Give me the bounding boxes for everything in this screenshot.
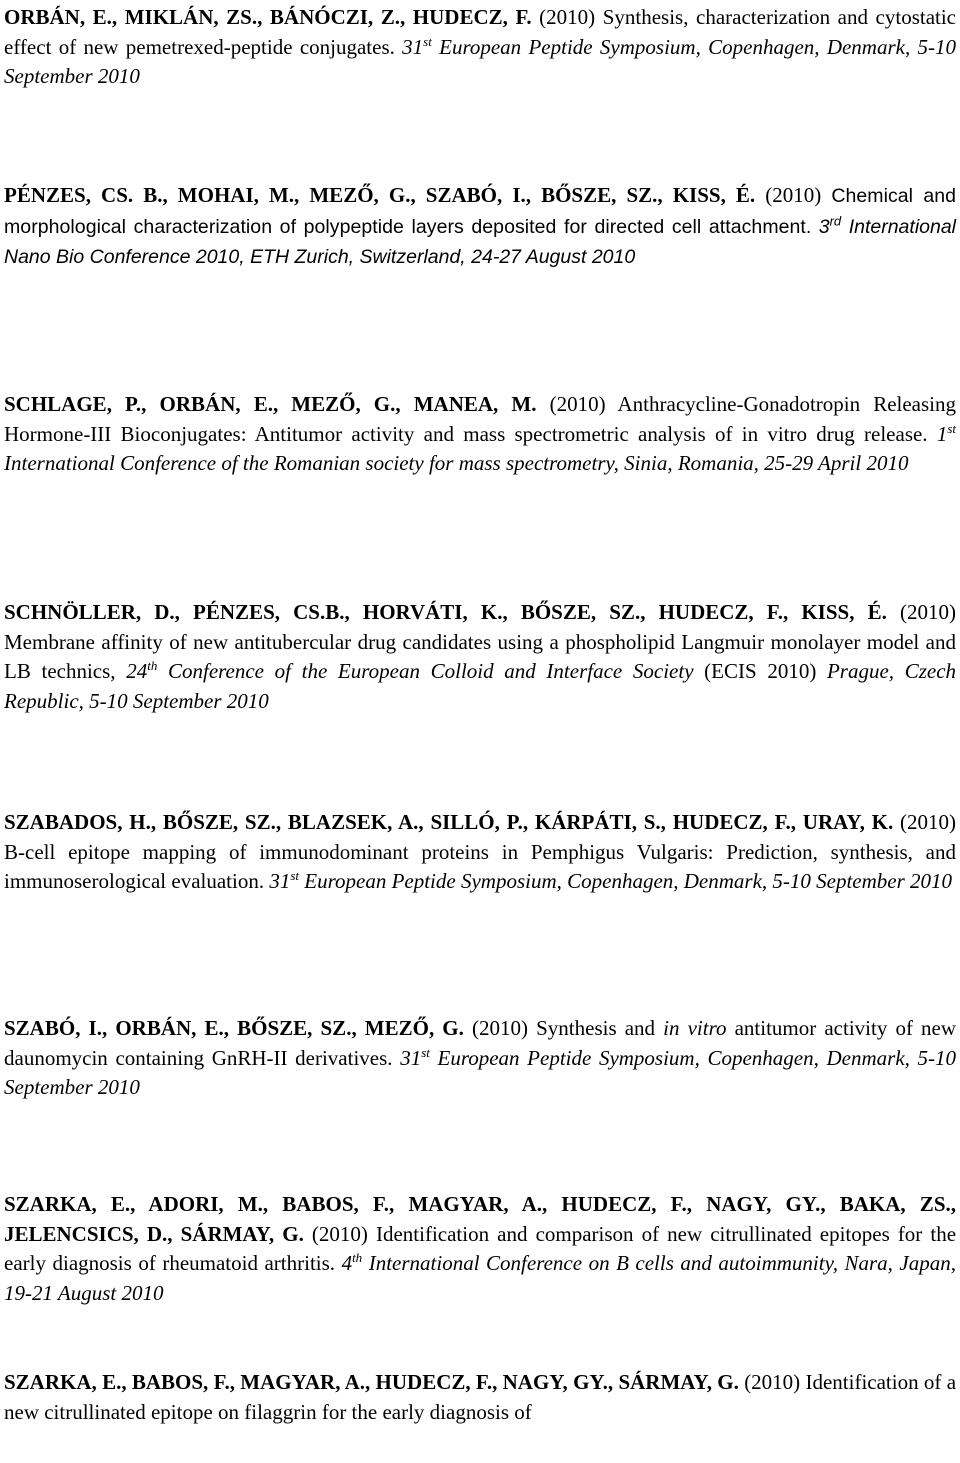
venue-name: European Peptide Symposium, Copenhagen, Denmark, 5-10 September 2010 [4,34,956,88]
venue-ordinal-suffix: th [147,658,158,673]
venue-name: International Conference of the Romanian society for mass spectrometry, Sinia, Romania, 25-29 April 2010 [4,451,909,475]
publication-year: (2010) [539,5,596,29]
publication-authors: SZARKA, E., ADORI, M., BABOS, F., MAGYAR, A., HUDECZ, F., NAGY, GY., BAKA, ZS., JELENCSICS, D., SÁRMAY, G. [4,1192,956,1246]
publication-year: (2010) [900,600,956,624]
venue-ordinal: 31 [402,34,424,59]
publication-venue [126,659,693,683]
publication-title: Anthracycline-Gonadotropin Releasing Hormone-III Bioconjugates: Antitumor activity and mass spectrometric analysis of in vitro drug release. [4,392,957,446]
venue-name: International Nano Bio Conference 2010, ETH Zurich, Switzerland, 24-27 August 2010 [4,215,957,268]
publication-entry [4,1190,956,1308]
publication-authors: SZARKA, E., BABOS, F., MAGYAR, A., HUDECZ, F., NAGY, GY., SÁRMAY, G. [4,1370,739,1394]
publication-entry [4,390,956,479]
venue-ordinal: 31 [269,869,291,893]
publication-year: (2010) [744,1370,801,1394]
publication-authors: SCHLAGE, P., ORBÁN, E., MEZŐ, G., MANEA, M. [4,392,537,416]
publication-title: Membrane affinity of new antitubercular drug candidates using a phospholipid Langmuir monolayer model and LB technics, [4,629,956,683]
publication-title: Identification and comparison of new citrullinated epitopes for the early diagnosis of rheumatoid arthritis. [4,1221,957,1275]
publication-entry [4,181,956,273]
publication-authors: ORBÁN, E., MIKLÁN, ZS., BÁNÓCZI, Z., HUDECZ, F. [4,5,532,29]
venue-name: Conference of the European Colloid and Interface Society [167,659,694,683]
title-part: Synthesis and [536,1016,656,1040]
publication-year: (2010) [900,810,956,834]
publication-authors: SCHNÖLLER, D., PÉNZES, CS.B., HORVÁTI, K., BŐSZE, SZ., HUDECZ, F., KISS, É. [4,600,887,624]
publication-entry [4,808,956,897]
publication-year: (2010) [311,1221,368,1246]
venue-location: Prague, Czech Republic, 5-10 September 2010 [4,659,957,713]
publication-authors: SZABÓ, I., ORBÁN, E., BŐSZE, SZ., MEZŐ, G. [4,1016,464,1040]
venue-ordinal-suffix: st [423,33,432,49]
publication-title: B-cell epitope mapping of immunodominant proteins in Pemphigus Vulgaris: Prediction, synthesis, and immunoserological evaluation. [4,839,956,893]
venue-ordinal: 4 [341,1251,353,1275]
publication-title: Identification of a new citrullinated epitope on filaggrin for the early diagnosis of [4,1370,957,1424]
publication-authors: SZABADOS, H., BŐSZE, SZ., BLAZSEK, A., SILLÓ, P., KÁRPÁTI, S., HUDECZ, F., URAY, K. [4,810,894,834]
publication-title: Synthesis, characterization and cytostatic effect of new pemetrexed-peptide conjugates. [4,5,957,59]
venue-ordinal-suffix: st [290,868,300,883]
venue-ordinal: 3 [818,215,830,238]
title-italic-part: in vitro [663,1016,727,1040]
venue-name: International Conference on B cells and autoimmunity, Nara, Japan, 19-21 August 2010 [4,1251,957,1305]
publication-venue [269,869,952,893]
publication-entry [4,598,956,716]
venue-ordinal: 24 [126,659,148,683]
publication-authors: PÉNZES, CS. B., MOHAI, M., MEZŐ, G., SZABÓ, I., BŐSZE, SZ., KISS, É. [4,183,756,207]
venue-ordinal: 1 [936,421,948,446]
venue-ordinal-suffix: th [352,1250,363,1265]
venue-acronym: (ECIS 2010) [704,659,817,683]
venue-name: European Peptide Symposium, Copenhagen, Denmark, 5-10 September 2010 [4,1045,957,1099]
venue-name: European Peptide Symposium, Copenhagen, Denmark, 5-10 September 2010 [304,869,953,893]
venue-ordinal-suffix: st [947,420,957,436]
publication-title: Chemical and morphological characterization of polypeptide layers deposited for directed cell attachment. [4,185,957,238]
publication-year: (2010) [549,392,606,416]
publication-entry [4,1368,956,1427]
publication-year: (2010) [472,1016,529,1040]
venue-ordinal: 31 [400,1045,422,1070]
venue-ordinal-suffix: rd [829,213,842,228]
venue-ordinal-suffix: st [421,1044,430,1060]
publication-entry [4,1014,956,1103]
title-part: antitumor activity of new daunomycin containing GnRH-II derivatives. [4,1016,957,1070]
publication-year: (2010) [765,183,822,207]
publication-entry [4,3,956,92]
